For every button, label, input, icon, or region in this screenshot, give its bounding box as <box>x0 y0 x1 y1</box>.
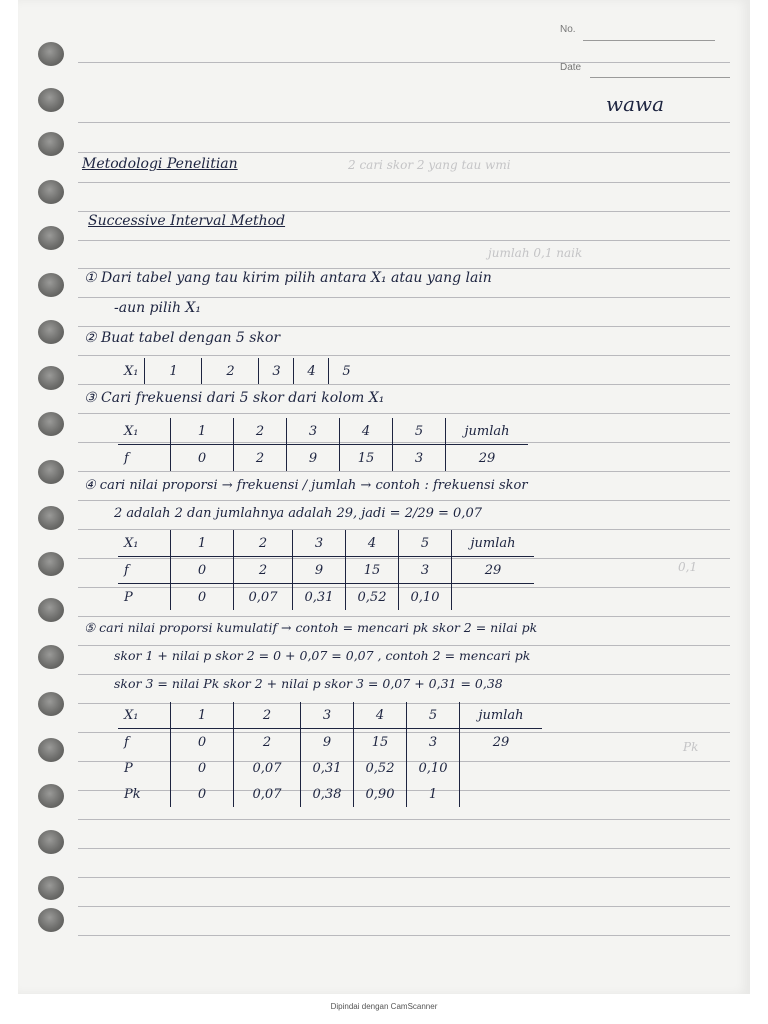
binder-hole <box>38 42 64 66</box>
table4-cell: 0,52 <box>354 755 407 781</box>
table2-cell: 2 <box>234 445 287 472</box>
table2-cell: 3 <box>393 445 446 472</box>
table4-cell <box>460 755 543 781</box>
notebook-page: No. Date wawa 2 cari skor 2 yang tau wmi jumlah 0,1 naik 0,1 Pk Metodologi Penelitian Successive Interval Method ① Dari tabel yang tau kirim pilih antara X₁ atau yang lain -aun pilih X₁ ② Buat tabel dengan 5 skor X₁ 1 2 3 4 5 ③ Cari frekuensi dari 5 skor dari kolom X₁ X₁ 1 2 3 4 5 jumlah f 0 2 9 15 3 29 ④ cari nilai proporsi → frekuensi / jumlah → contoh : frekuensi skor 2 adalah 2 dan jumlahnya adalah 29, jadi = 2/29 = 0,07 X₁ 1 2 3 4 5 jumlah f 0 2 9 15 3 29 P 0 0,07 0,31 0,52 0,10 ⑤ cari nilai proporsi kumulatif → contoh = mencari pk skor 2 = nilai pk skor 1 + nilai p skor 2 = 0 + 0,07 = 0,07 , contoh 2 = mencari pk skor 3 = nilai Pk skor 2 + nilai p skor 3 = 0,07 + 0,31 = 0,38 X₁ 1 2 3 4 5 jumlah f 0 2 9 15 3 29 P 0 0,07 0,31 0,52 0,10 Pk 0 0,07 0,38 0,90 1 <box>18 0 750 994</box>
step-2: ② Buat tabel dengan 5 skor <box>84 330 281 346</box>
table2-header: jumlah <box>446 418 529 445</box>
step-5-cont: skor 1 + nilai p skor 2 = 0 + 0,07 = 0,07 , contoh 2 = mencari pk <box>114 648 531 663</box>
table1-label: X₁ <box>124 363 139 379</box>
table3-cell: 0,07 <box>234 584 293 611</box>
table4-cell: 1 <box>407 781 460 807</box>
binder-hole <box>38 88 64 112</box>
table3-cell: 0,52 <box>346 584 399 611</box>
table1-cell: 3 <box>259 358 294 384</box>
binder-hole <box>38 738 64 762</box>
table4-cell: 0 <box>171 729 234 756</box>
table4-cell: 29 <box>460 729 543 756</box>
binder-hole <box>38 412 64 436</box>
table3-cell: 0,31 <box>293 584 346 611</box>
binder-hole <box>38 598 64 622</box>
author-name: wawa <box>606 92 665 116</box>
table2-cell: 9 <box>287 445 340 472</box>
binder-hole <box>38 692 64 716</box>
table4-cell: 2 <box>234 729 301 756</box>
table4-header: 1 <box>171 702 234 729</box>
table4-cell: 0,90 <box>354 781 407 807</box>
table1-cell: 1 <box>145 358 202 384</box>
step-5: ⑤ cari nilai proporsi kumulatif → contoh = mencari pk skor 2 = nilai pk <box>84 620 538 635</box>
no-label: No. <box>560 24 576 35</box>
binder-hole <box>38 506 64 530</box>
step-1-cont: -aun pilih X₁ <box>114 300 202 316</box>
table3-cell: 0 <box>171 557 234 584</box>
table4-header: jumlah <box>460 702 543 729</box>
table4-cell: 0 <box>171 755 234 781</box>
binder-hole <box>38 366 64 390</box>
table3-cell: 2 <box>234 557 293 584</box>
binder-hole <box>38 273 64 297</box>
binder-hole <box>38 645 64 669</box>
table1-cell: 5 <box>329 358 364 384</box>
table2-header: 1 <box>171 418 234 445</box>
binder-hole <box>38 460 64 484</box>
step-4: ④ cari nilai proporsi → frekuensi / jumlah → contoh : frekuensi skor <box>84 478 528 493</box>
score-table <box>118 358 363 384</box>
table2-cell: 29 <box>446 445 529 472</box>
table2-cell: f <box>124 450 129 466</box>
table2-header: 5 <box>393 418 446 445</box>
table3-header: X₁ <box>118 530 171 557</box>
table4-cell <box>460 781 543 807</box>
table4-cell: f <box>124 734 129 750</box>
table4-header: 3 <box>301 702 354 729</box>
table4-cell: 0,07 <box>234 781 301 807</box>
table2-header: X₁ <box>118 418 171 445</box>
binder-hole <box>38 226 64 250</box>
binder-hole <box>38 830 64 854</box>
table3-header: 2 <box>234 530 293 557</box>
table3-cell: 3 <box>399 557 452 584</box>
table4-cell: 0,10 <box>407 755 460 781</box>
table4-cell: 3 <box>407 729 460 756</box>
table4-header: X₁ <box>118 702 171 729</box>
table2-header: 3 <box>287 418 340 445</box>
binder-hole <box>38 876 64 900</box>
step-1: ① Dari tabel yang tau kirim pilih antara X₁ atau yang lain <box>84 270 492 286</box>
table3-header: jumlah <box>452 530 535 557</box>
table4-cell: 0,31 <box>301 755 354 781</box>
step-5-cont2: skor 3 = nilai Pk skor 2 + nilai p skor 3 = 0,07 + 0,31 = 0,38 <box>114 676 503 691</box>
table3-cell: P <box>124 589 133 605</box>
table3-header: 4 <box>346 530 399 557</box>
binder-hole <box>38 320 64 344</box>
binder-hole <box>38 132 64 156</box>
table2-header: 4 <box>340 418 393 445</box>
scanner-footer: Dipindai dengan CamScanner <box>330 1002 438 1011</box>
proportion-table <box>118 530 534 610</box>
binder-hole <box>38 908 64 932</box>
table4-cell: 0 <box>171 781 234 807</box>
table3-cell: f <box>118 557 171 584</box>
table1-cell: 2 <box>202 358 259 384</box>
table3-header: 3 <box>293 530 346 557</box>
binder-hole <box>38 180 64 204</box>
table3-cell: 15 <box>346 557 399 584</box>
date-label: Date <box>560 62 582 73</box>
table2-cell: 0 <box>171 445 234 472</box>
table3-cell: 0,10 <box>399 584 452 611</box>
table4-header: 4 <box>354 702 407 729</box>
cumulative-table <box>118 702 542 807</box>
table4-header: 5 <box>407 702 460 729</box>
table4-cell: P <box>124 760 133 776</box>
table3-cell <box>452 584 535 611</box>
table3-cell: 0 <box>171 584 234 611</box>
table3-header: 5 <box>399 530 452 557</box>
table4-cell: 0,07 <box>234 755 301 781</box>
frequency-table <box>118 418 528 471</box>
table2-cell: 15 <box>340 445 393 472</box>
step-3: ③ Cari frekuensi dari 5 skor dari kolom X₁ <box>84 390 385 406</box>
table4-cell: 9 <box>301 729 354 756</box>
method-title: Successive Interval Method <box>88 213 286 229</box>
table1-cell: 4 <box>294 358 329 384</box>
table4-cell: Pk <box>124 786 141 802</box>
table4-cell: 15 <box>354 729 407 756</box>
table4-header: 2 <box>234 702 301 729</box>
binder-hole <box>38 552 64 576</box>
table3-header: 1 <box>171 530 234 557</box>
table3-cell: 29 <box>452 557 535 584</box>
subject-title: Metodologi Penelitian <box>82 156 238 172</box>
table4-cell: 0,38 <box>301 781 354 807</box>
table2-header: 2 <box>234 418 287 445</box>
table3-cell: 9 <box>293 557 346 584</box>
binder-hole <box>38 784 64 808</box>
step-4-cont: 2 adalah 2 dan jumlahnya adalah 29, jadi = 2/29 = 0,07 <box>114 506 482 521</box>
